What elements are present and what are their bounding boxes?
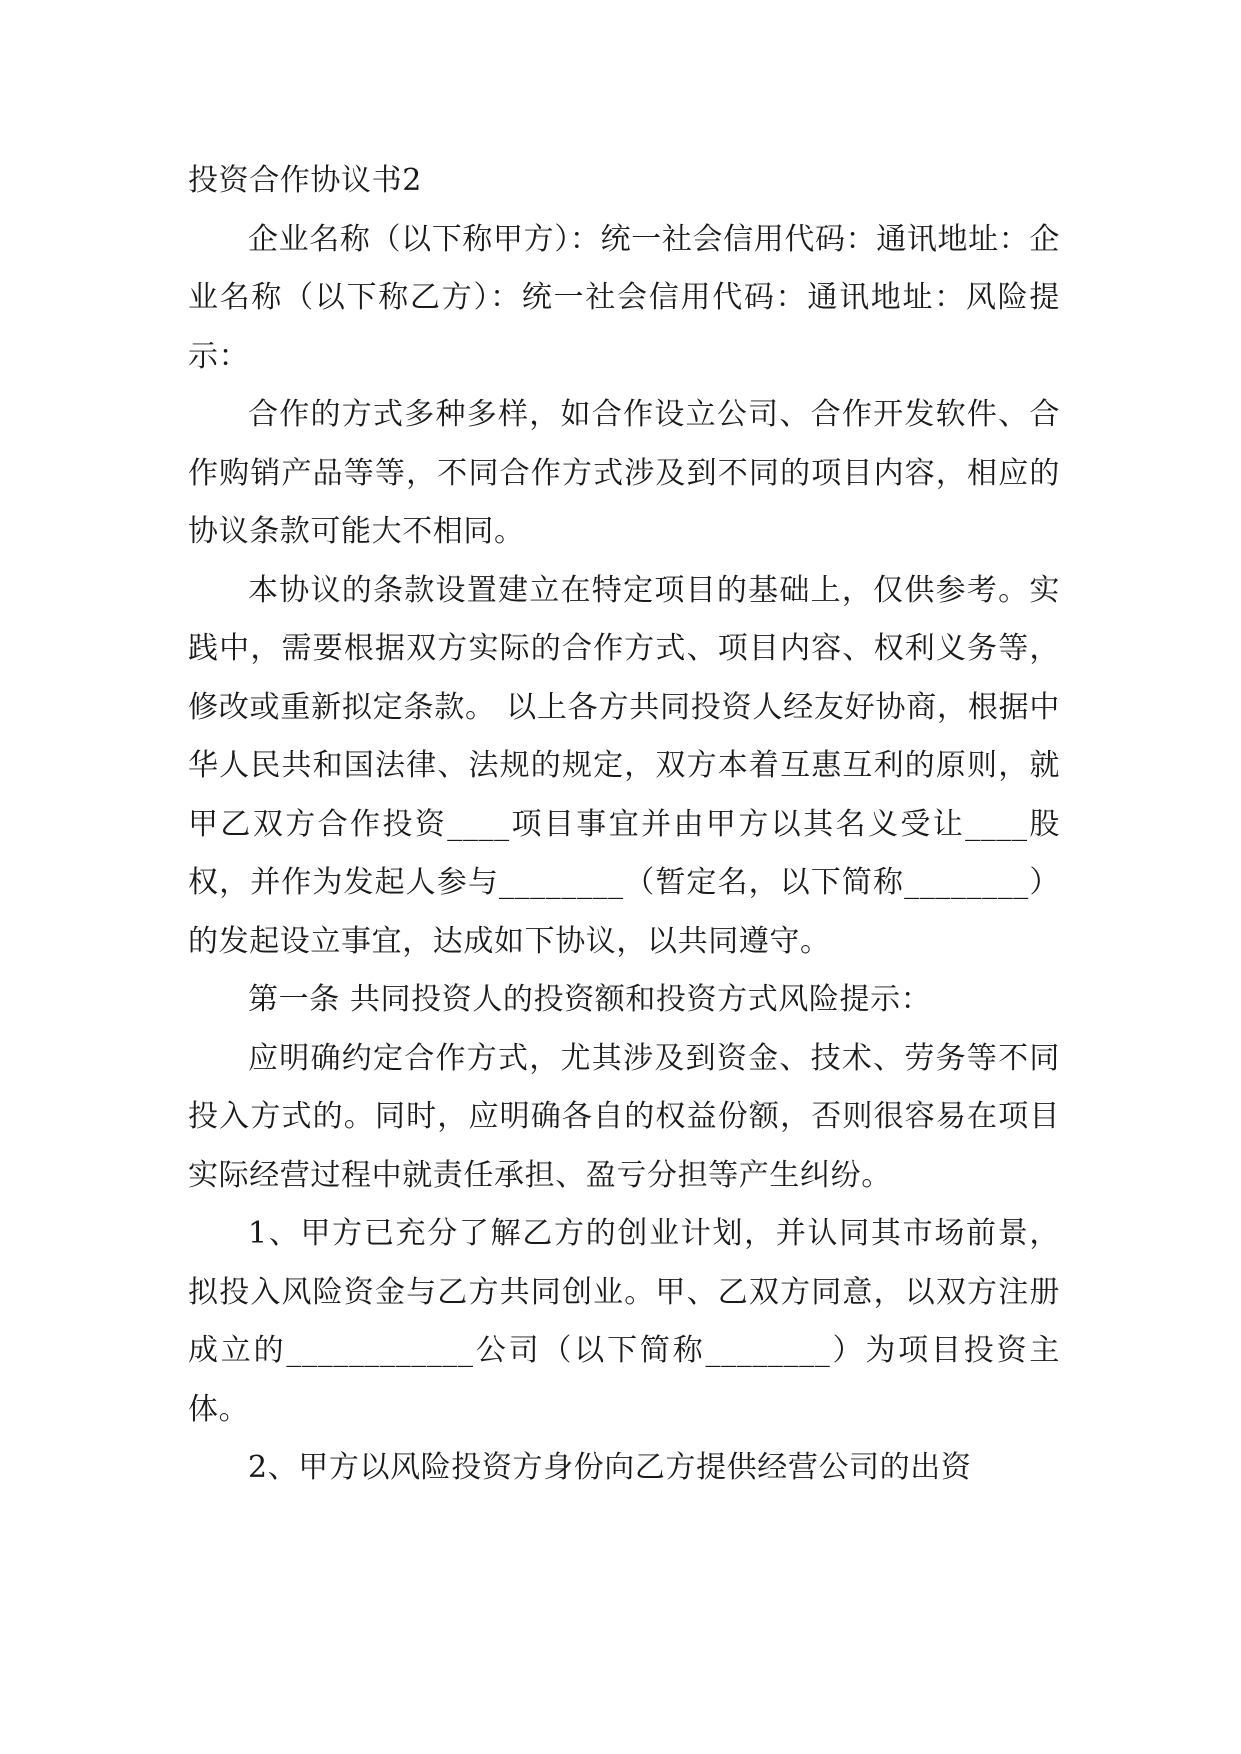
paragraph-agreement-basis: 本协议的条款设置建立在特定项目的基础上，仅供参考。实践中，需要根据双方实际的合作方式、项目内容、权利义务等，修改或重新拟定条款。 以上各方共同投资人经友好协商，根据中华人民共和国法律、法规的规定，双方本着互惠互利的原则，就甲乙双方合作投资____项目事宜并由甲方以其名义受让____股权，并作为发起人参与________（暂定名，以下简称________）的发起设立事宜，达成如下协议，以共同遵守。 — [188, 572, 1060, 959]
document-title: 投资合作协议书2 — [188, 163, 422, 198]
article-1-heading: 第一条 共同投资人的投资额和投资方式风险提示： — [248, 982, 932, 1017]
paragraph-cooperation-methods: 合作的方式多种多样，如合作设立公司、合作开发软件、合作购销产品等等，不同合作方式涉及到不同的项目内容，相应的协议条款可能大不相同。 — [188, 397, 1060, 549]
document-body — [188, 152, 1060, 1498]
clause-2: 2、甲方以风险投资方身份向乙方提供经营公司的出资 — [248, 1450, 972, 1485]
paragraph-risk-note: 应明确约定合作方式，尤其涉及到资金、技术、劳务等不同投入方式的。同时，应明确各自的权益份额，否则很容易在项目实际经营过程中就责任承担、盈亏分担等产生纠纷。 — [188, 1040, 1060, 1193]
clause-1: 1、甲方已充分了解乙方的创业计划，并认同其市场前景，拟投入风险资金与乙方共同创业。甲、乙双方同意，以双方注册成立的____________公司（以下简称________）为项目投资主体。 — [188, 1216, 1060, 1427]
paragraph-parties: 企业名称（以下称甲方）：统一社会信用代码：通讯地址：企业名称（以下称乙方）：统一社会信用代码：通讯地址：风险提示： — [188, 221, 1060, 374]
